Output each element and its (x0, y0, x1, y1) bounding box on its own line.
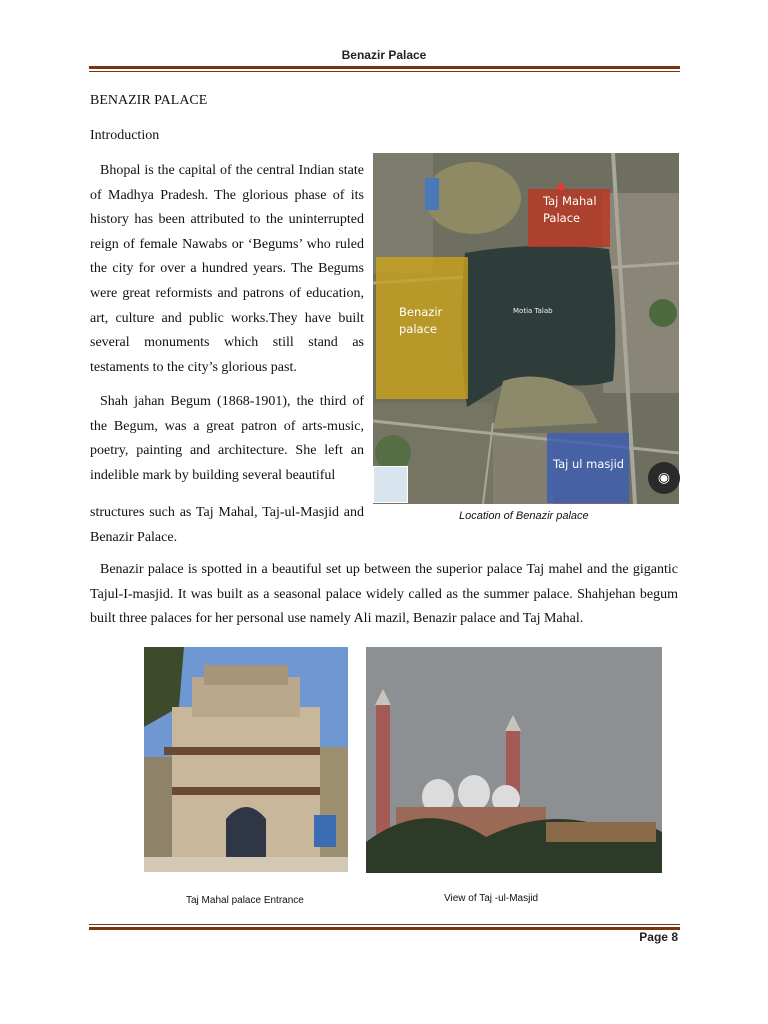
paragraph-intro: Bhopal is the capital of the central Indian state of Madhya Pradesh. The glorious phase of its history has been attributed to the uninterrupted reign of female Nawabs or ‘Begums’ who ruled the city for over a hundred years. The Begums were great reformists and patrons of education, art, culture and public works.They have built several monuments which still stand as testaments to the city’s glorious past. (90, 163, 364, 375)
photo-caption-taj-mahal-entrance: Taj Mahal palace Entrance (186, 895, 304, 906)
map-label-lake: Motia Talab (513, 307, 553, 315)
section-heading: Introduction (90, 128, 160, 143)
map-thumbnail[interactable] (373, 466, 408, 503)
paragraph-benazir: Benazir palace is spotted in a beautiful set up between the superior palace Taj mahel and the gigantic Tajul-I-masjid. It was built as a seasonal palace widely called as the summer palace. Shahjehan begum built three palaces for her personal use namely Ali mazil, Benazir palace and Taj Mahal. (90, 562, 678, 627)
footer-rule-thin (89, 924, 680, 925)
map-caption: Location of Benazir palace (459, 510, 589, 522)
header-rule-thick (89, 66, 680, 69)
header-title: Benazir Palace (341, 48, 427, 62)
photo-taj-mahal-entrance (144, 647, 348, 872)
footer-rule-thick (89, 927, 680, 930)
location-map (373, 153, 679, 504)
taj-ul-masjid-image (366, 647, 662, 873)
header-rule-thin (89, 71, 680, 72)
page-number: Page 8 (639, 930, 678, 944)
paragraph-structures: structures such as Taj Mahal, Taj-ul-Masjid and Benazir Palace. (90, 505, 364, 545)
map-label-taj-mahal: Taj Mahal Palace (543, 194, 597, 225)
compass-icon[interactable]: ◉ (648, 462, 680, 494)
document-title: BENAZIR PALACE (90, 93, 208, 108)
photo-taj-ul-masjid (366, 647, 662, 873)
map-label-taj-ul-masjid: Taj ul masjid (553, 457, 625, 471)
map-label-benazir: Benazir palace (399, 305, 443, 336)
taj-mahal-entrance-image (144, 647, 348, 872)
paragraph-shah-jahan: Shah jahan Begum (1868-1901), the third of the Begum, was a great patron of arts-music, poetry, painting and architecture. She left an indelible mark by building several beautiful (90, 394, 364, 483)
photo-caption-taj-ul-masjid: View of Taj -ul-Masjid (444, 893, 539, 904)
map-pin-icon (558, 184, 565, 191)
